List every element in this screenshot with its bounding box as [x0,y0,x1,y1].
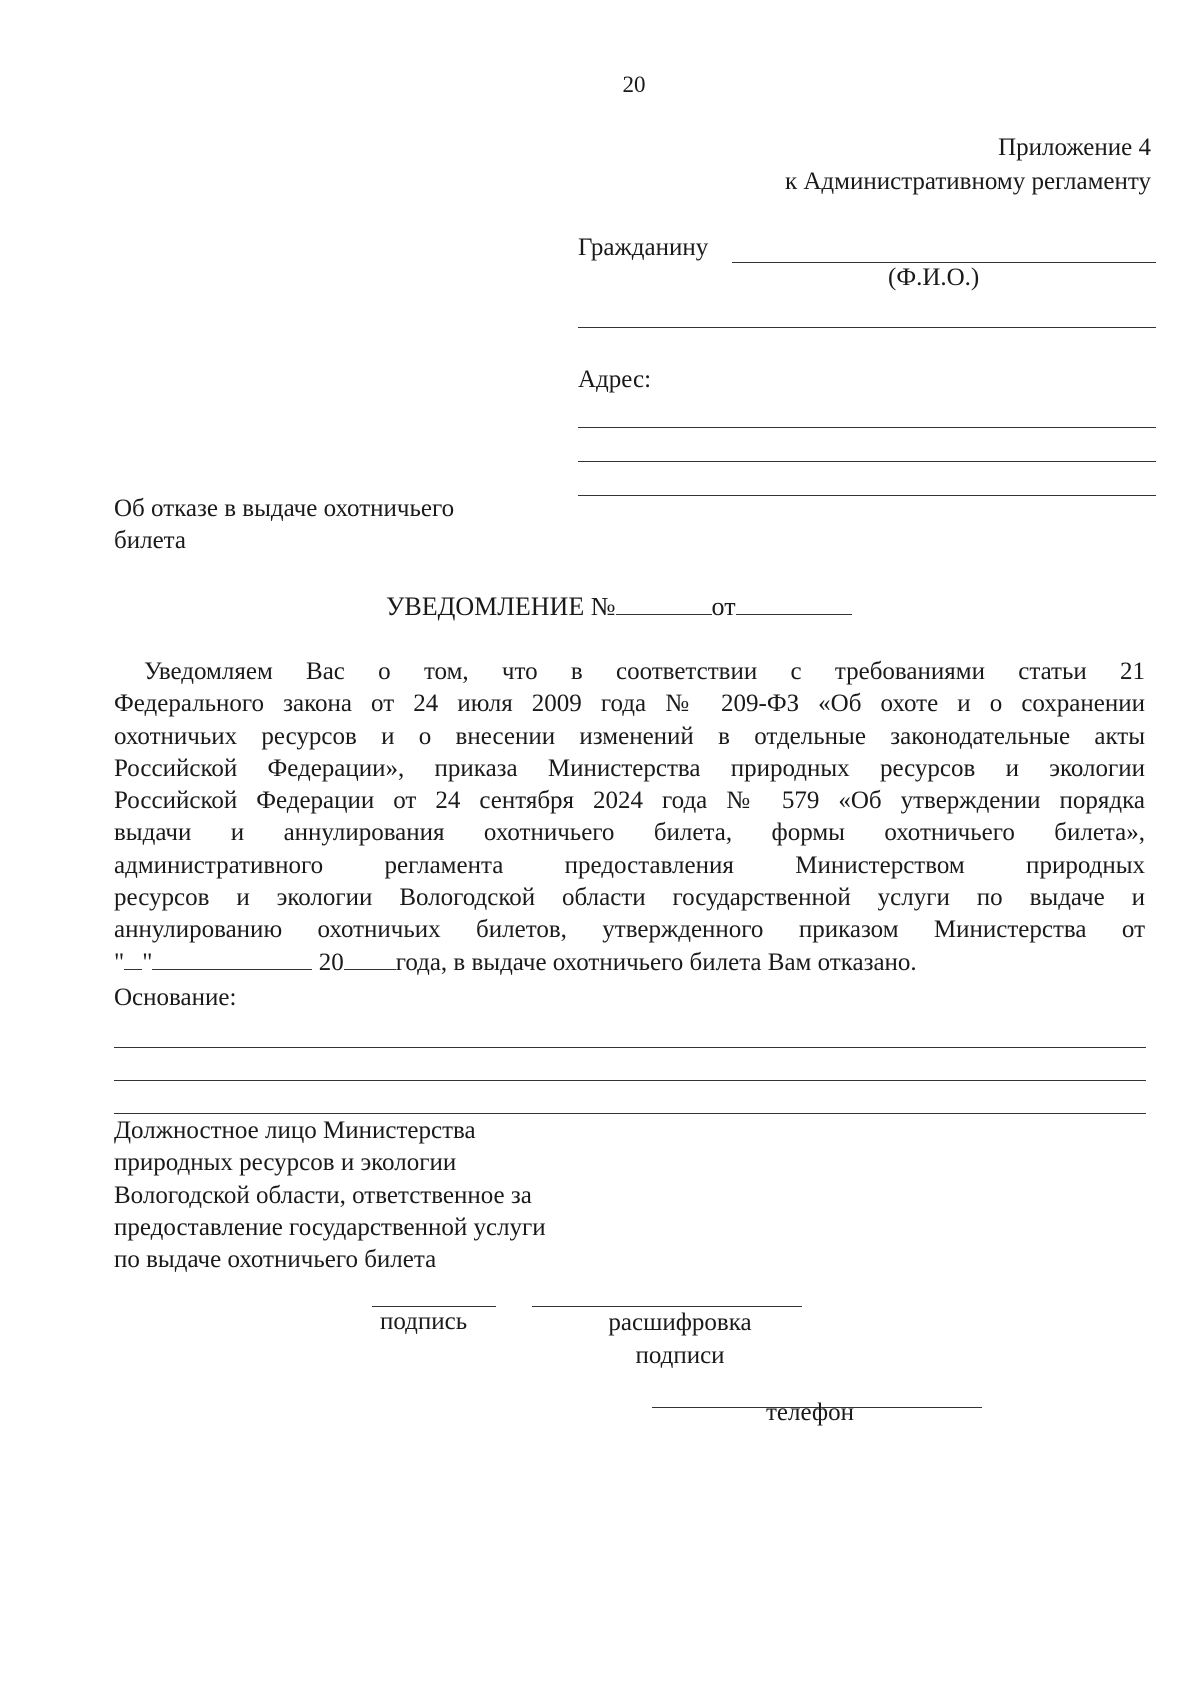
official-line-3: Вологодской области, ответственное за [114,1181,532,1209]
date-close-quote: " [142,948,153,976]
body-line: Российской Федерации», приказа Министерства природных ресурсов и экологии [114,754,1145,782]
address-line-1 [578,427,1156,428]
fio-hint: (Ф.И.О.) [888,264,980,291]
year-prefix: 20 [318,948,344,976]
phone-label: телефон [766,1399,854,1426]
address-label: Адрес: [578,366,652,393]
notice-body [114,656,1145,979]
annex-line-2: к Административному регламенту [784,168,1151,195]
citizen-label: Гражданину [578,234,709,261]
subject-line-1: Об отказе в выдаче охотничьего [114,495,455,522]
year-blank [344,947,396,970]
body-line: Уведомляем Вас о том, что в соответствии с требованиями статьи 21 [144,658,1145,685]
basis-line-1 [114,1047,1146,1048]
notice-title-text: УВЕДОМЛЕНИЕ № [386,592,616,621]
signature-label: подпись [380,1308,468,1335]
page-number: 20 [622,72,646,97]
body-line: ресурсов и экологии Вологодской области государственной услуги по выдаче и [114,884,1145,912]
decode-line-2: подписи [635,1342,725,1369]
official-line-1: Должностное лицо Министерства [114,1117,476,1144]
annex-line-1: Приложение 4 [998,134,1151,161]
body-line: аннулированию охотничьих билетов, утвержденного приказом Министерства от [114,916,1145,944]
date-line-rest: года, в выдаче охотничьего билета Вам отказано. [395,948,917,976]
body-line: выдачи и аннулирования охотничьего билета, формы охотничьего билета», [114,819,1145,847]
notice-from-text: от [711,592,736,621]
notice-title [386,590,852,623]
basis-label: Основание: [114,984,237,1011]
month-blank [152,947,312,970]
body-line: Федерального закона от 24 июля 2009 года № 209-ФЗ «Об охоте и о сохранении [114,690,1145,718]
body-line: охотничьих ресурсов и о внесении изменений в отдельные законодательные акты [114,722,1145,750]
notice-number-blank [616,590,712,615]
body-line: Российской Федерации от 24 сентября 2024 года № 579 «Об утверждении порядка [114,787,1145,815]
official-line-5: по выдаче охотничьего билета [114,1246,437,1274]
body-line: административного регламента предоставления Министерством природных [114,851,1145,879]
decode-line-1: расшифровка [608,1309,752,1336]
notice-date-blank [736,590,852,615]
basis-line-3 [114,1113,1146,1114]
subject [114,493,534,557]
annex-header [785,131,1151,199]
body-date-line [114,947,1145,979]
official-block [114,1115,546,1276]
official-line-2: природных ресурсов и экологии [114,1149,457,1177]
address-line-3 [578,495,1156,496]
basis-line-2 [114,1080,1146,1081]
address-line-2 [578,461,1156,462]
signature-decode-label [560,1306,800,1372]
day-blank [124,947,142,970]
official-line-4: предоставление государственной услуги [114,1213,546,1241]
citizen-name-line-2 [578,327,1156,328]
date-open-quote: " [114,948,125,976]
subject-line-2: билета [114,527,186,554]
